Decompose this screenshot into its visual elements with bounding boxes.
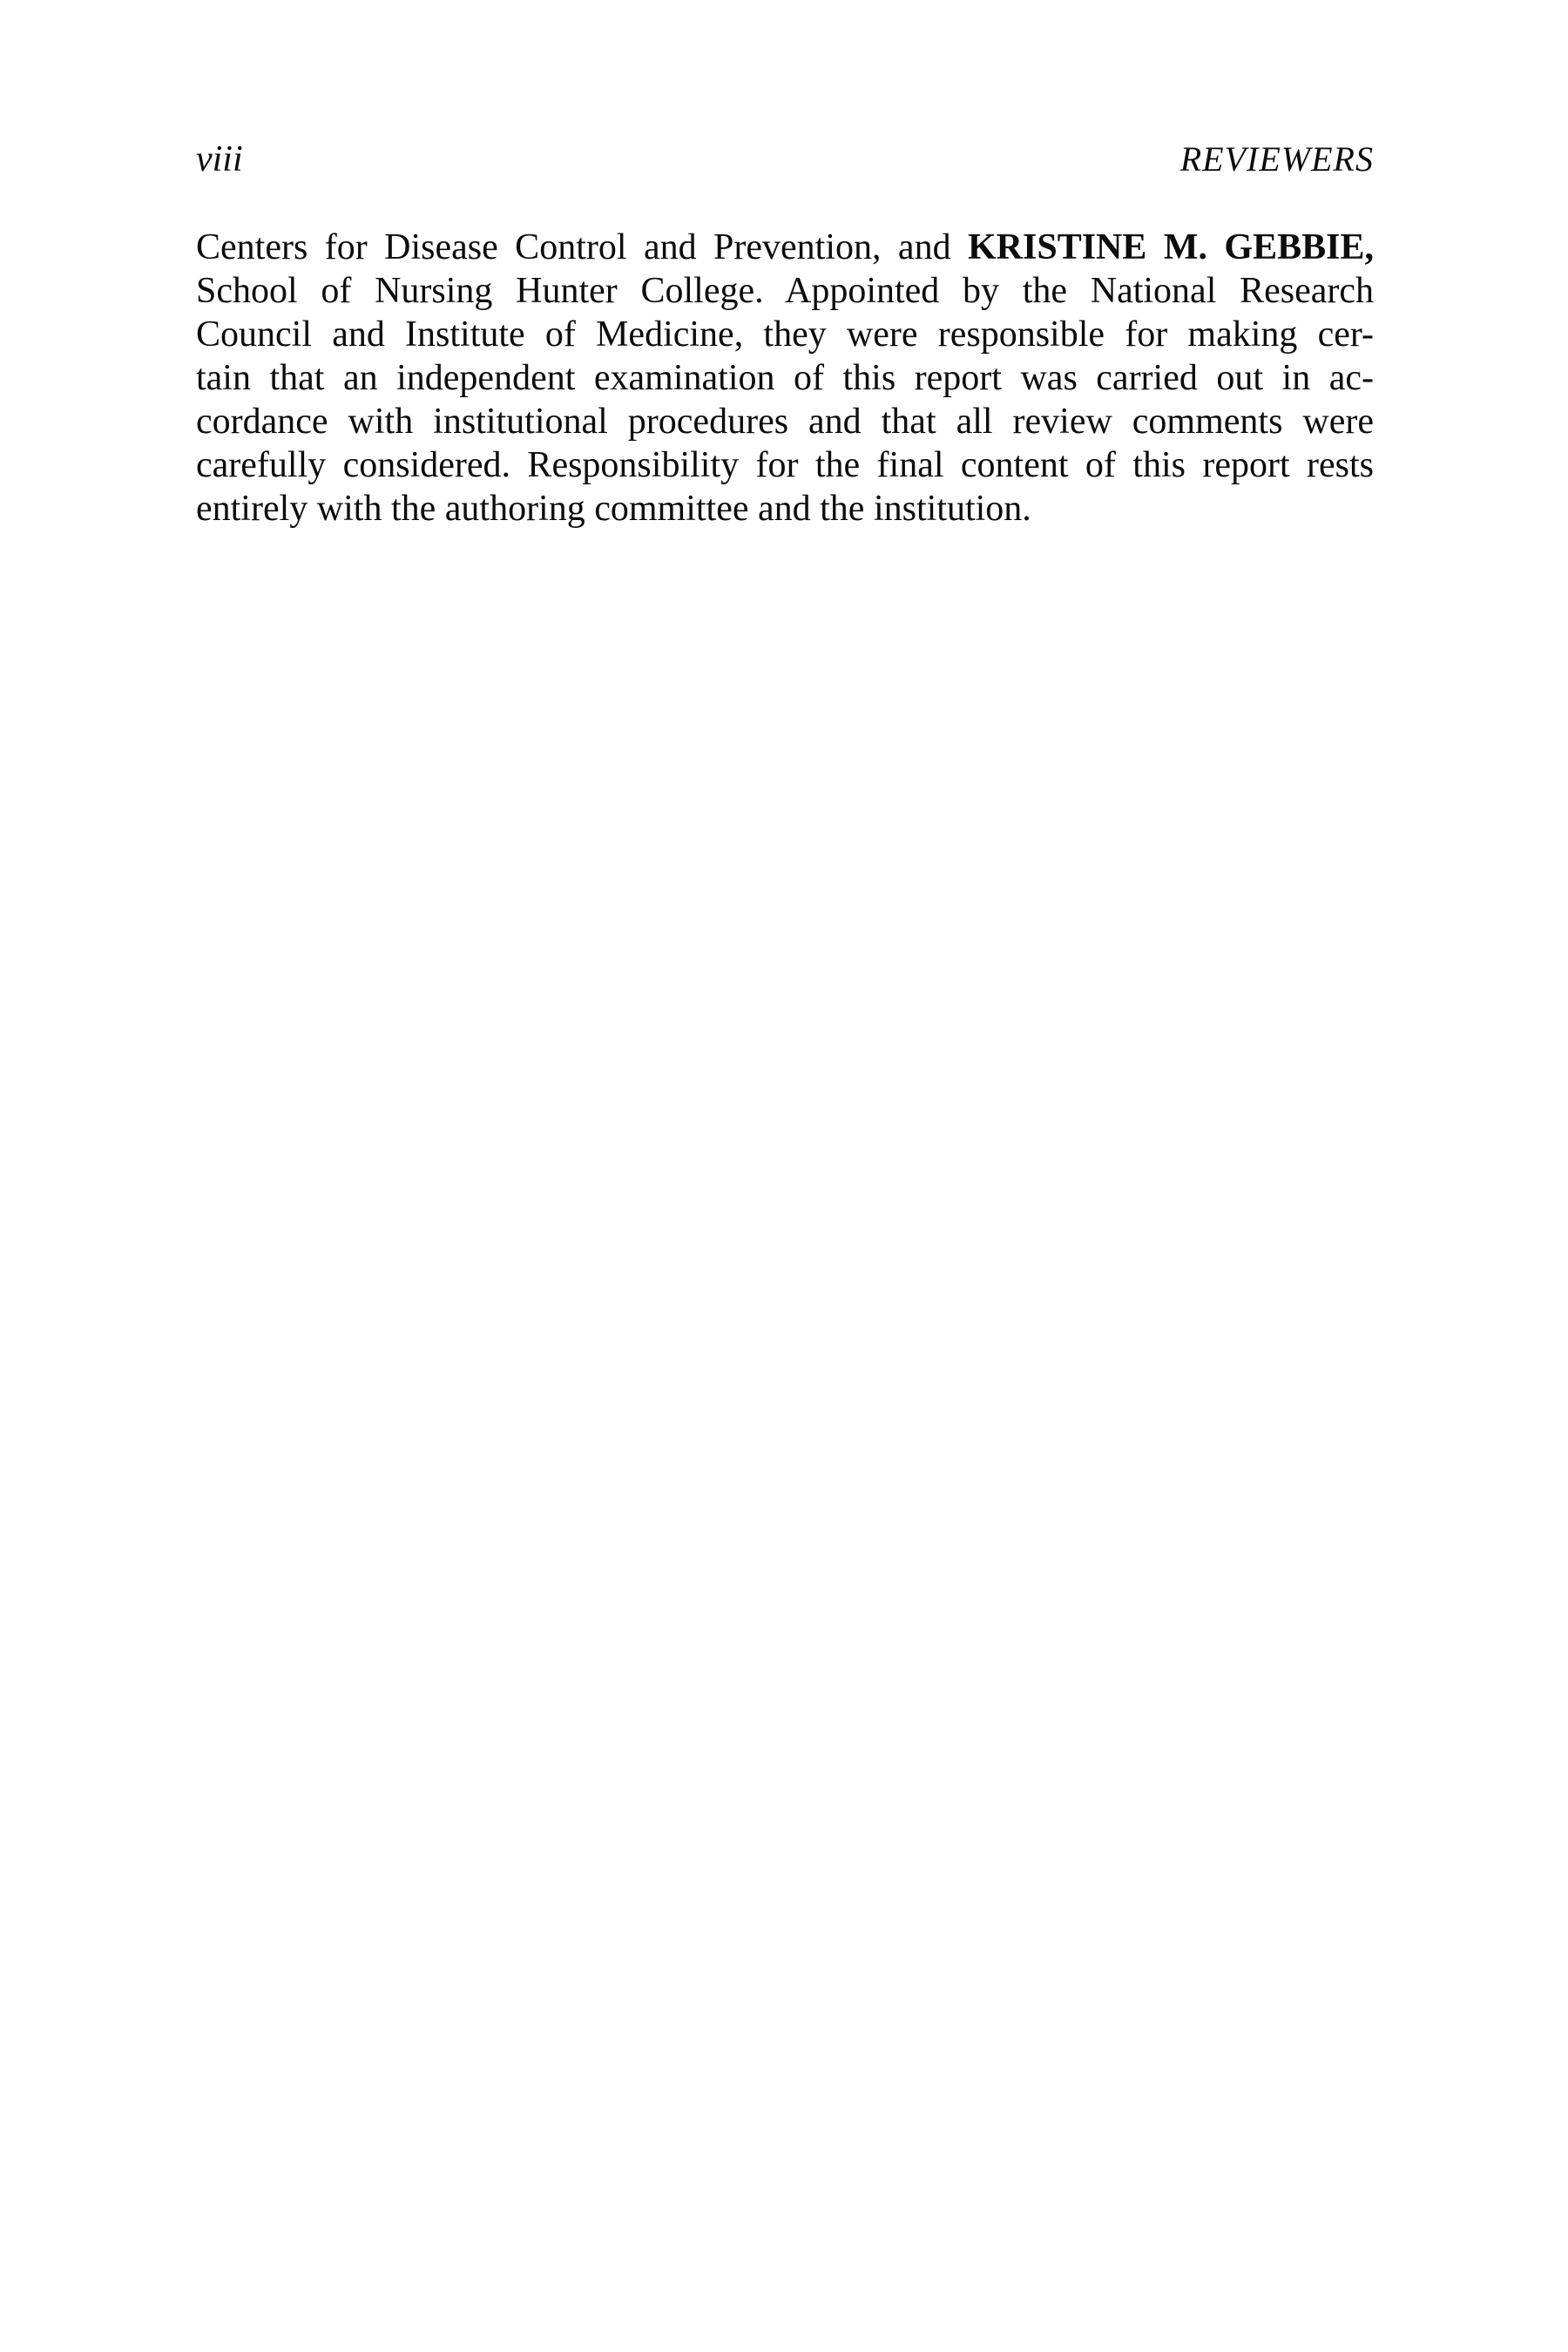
paragraph-line: Council and Institute of Medicine, they were responsible for making cer- bbox=[196, 314, 1374, 355]
running-header bbox=[196, 140, 1374, 179]
paragraph-line: tain that an independent examination of this report was carried out in ac- bbox=[196, 358, 1374, 398]
paragraph bbox=[196, 226, 1374, 531]
page-number: viii bbox=[196, 139, 243, 179]
paragraph-line-text: Centers for Disease Control and Prevention, and bbox=[196, 227, 968, 267]
paragraph-line: cordance with institutional procedures and that all review comments were bbox=[196, 402, 1374, 442]
paragraph-line bbox=[196, 226, 1374, 269]
paragraph-line: carefully considered. Responsibility for the final content of this report rests bbox=[196, 445, 1374, 485]
paragraph-line: School of Nursing Hunter College. Appointed by the National Research bbox=[196, 271, 1374, 311]
reviewer-name-bold: KRISTINE M. GEBBIE, bbox=[968, 227, 1374, 267]
paragraph-line: entirely with the authoring committee and the institution. bbox=[196, 489, 1031, 529]
running-title: REVIEWERS bbox=[1179, 139, 1374, 179]
